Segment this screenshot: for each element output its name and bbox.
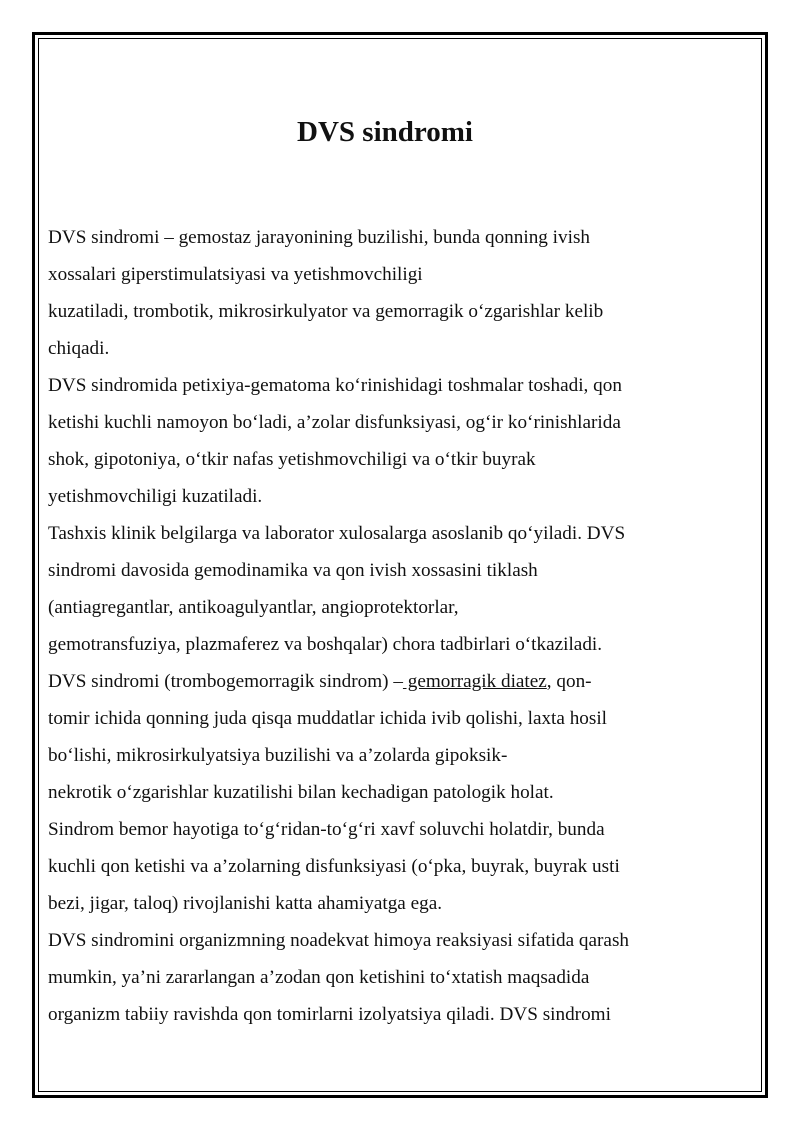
- text-line: xossalari giperstimulatsiyasi va yetishmovchiligi: [48, 264, 423, 285]
- text-line: (antiagregantlar, antikoagulyantlar, angioprotektorlar,: [48, 597, 459, 618]
- text-line: kuchli qon ketishi va a’zolarning disfunksiyasi (o‘pka, buyrak, buyrak usti: [48, 856, 620, 877]
- text-line: Sindrom bemor hayotiga to‘g‘ridan-to‘g‘ri xavf soluvchi holatdir, bunda: [48, 819, 605, 840]
- text-line: sindromi davosida gemodinamika va qon ivish xossasini tiklash: [48, 560, 538, 581]
- text-line: bo‘lishi, mikrosirkulyatsiya buzilishi va a’zolarda gipoksik-: [48, 745, 508, 766]
- document-title: DVS sindromi: [297, 116, 473, 148]
- text-line: DVS sindromi – gemostaz jarayonining buzilishi, bunda qonning ivish: [48, 227, 590, 248]
- text-line: Tashxis klinik belgilarga va laborator xulosalarga asoslanib qo‘yiladi. DVS: [48, 523, 626, 544]
- gemorragik-diatez-link[interactable]: gemorragik diatez: [402, 671, 547, 692]
- text-line: bezi, jigar, taloq) rivojlanishi katta ahamiyatga ega.: [48, 893, 443, 914]
- text-line: yetishmovchiligi kuzatiladi.: [48, 486, 263, 507]
- text-line: chiqadi.: [48, 338, 110, 359]
- text-line: organizm tabiiy ravishda qon tomirlarni izolyatsiya qiladi. DVS sindromi: [48, 1004, 611, 1025]
- text-segment: , qon-: [546, 671, 592, 692]
- text-line: DVS sindromida petixiya-gematoma ko‘rinishidagi toshmalar toshadi, qon: [48, 375, 622, 396]
- text-line: mumkin, ya’ni zararlangan a’zodan qon ketishini to‘xtatish maqsadida: [48, 967, 590, 988]
- document-body: [48, 219, 758, 1033]
- text-line-with-link: [48, 663, 758, 700]
- text-line: shok, gipotoniya, o‘tkir nafas yetishmovchiligi va o‘tkir buyrak: [48, 449, 536, 470]
- text-line: nekrotik o‘zgarishlar kuzatilishi bilan kechadigan patologik holat.: [48, 782, 554, 803]
- text-line: ketishi kuchli namoyon bo‘ladi, a’zolar disfunksiyasi, og‘ir ko‘rinishlarida: [48, 412, 621, 433]
- text-line: tomir ichida qonning juda qisqa muddatlar ichida ivib qolishi, laxta hosil: [48, 708, 608, 729]
- text-line: DVS sindromini organizmning noadekvat himoya reaksiyasi sifatida qarash: [48, 930, 630, 951]
- text-line: gemotransfuziya, plazmaferez va boshqalar) chora tadbirlari o‘tkaziladi.: [48, 634, 603, 655]
- text-line: kuzatiladi, trombotik, mikrosirkulyator va gemorragik o‘zgarishlar kelib: [48, 301, 604, 322]
- text-segment: DVS sindromi (trombogemorragik sindrom) –: [48, 671, 403, 692]
